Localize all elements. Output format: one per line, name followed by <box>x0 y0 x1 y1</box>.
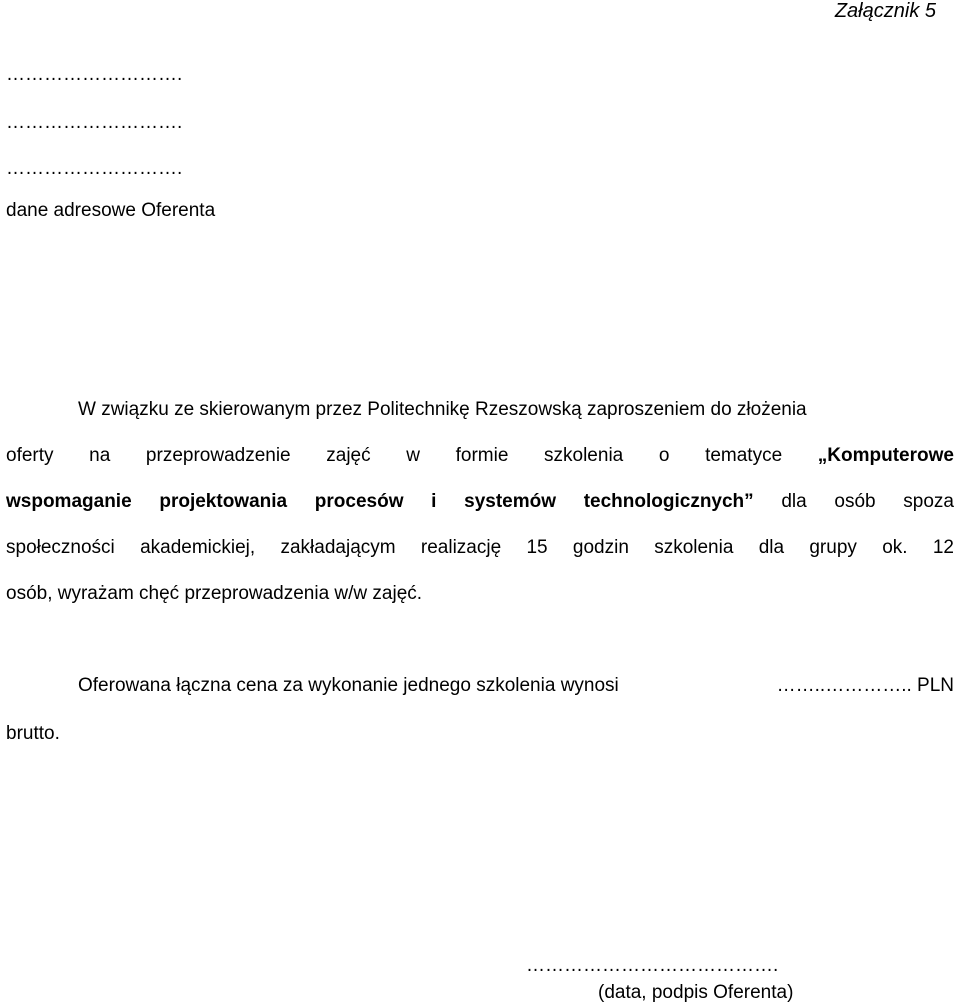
training-topic: technologicznych” <box>583 491 754 512</box>
word: formie <box>455 445 509 466</box>
paragraph-text: W związku ze skierowanym przez Politechnikę Rzeszowską zaproszeniem do złożenia <box>78 399 807 420</box>
price-blank-field: ……..………….. PLN <box>776 675 954 696</box>
paragraph-line-5 <box>6 571 954 617</box>
word: społeczności <box>6 537 115 558</box>
address-line-2: ………………………. <box>6 112 183 133</box>
word: w <box>406 445 420 466</box>
signature-line: …………………………………. <box>526 955 779 976</box>
word: oferty <box>6 445 54 466</box>
word: zakładającym <box>280 537 396 558</box>
price-text: Oferowana łączna cena za wykonanie jednego szkolenia wynosi <box>78 675 619 696</box>
word: zajęć <box>326 445 371 466</box>
training-topic: procesów <box>314 491 404 512</box>
word: grupy <box>809 537 857 558</box>
word: dla <box>781 491 807 512</box>
training-topic: wspomaganie <box>6 491 132 512</box>
word: spoza <box>903 491 954 512</box>
word: dla <box>758 537 785 558</box>
word: 12 <box>932 537 954 558</box>
word: na <box>89 445 111 466</box>
word: akademickiej, <box>140 537 256 558</box>
training-topic: i <box>431 491 437 512</box>
word: szkolenia <box>544 445 624 466</box>
address-line-1: ………………………. <box>6 64 183 85</box>
training-topic: systemów <box>464 491 557 512</box>
word: 15 <box>526 537 548 558</box>
paragraph-line-3 <box>6 479 954 525</box>
word: realizację <box>420 537 502 558</box>
price-statement <box>78 675 954 697</box>
word: szkolenia <box>654 537 734 558</box>
brutto-label: brutto. <box>6 723 60 744</box>
attachment-number: Załącznik 5 <box>834 0 936 22</box>
word: godzin <box>572 537 629 558</box>
training-topic: projektowania <box>159 491 288 512</box>
word: przeprowadzenie <box>145 445 291 466</box>
paragraph-line-2 <box>6 433 954 479</box>
word: tematyce <box>705 445 783 466</box>
paragraph-text: osób, wyrażam chęć przeprowadzenia w/w zajęć. <box>6 583 423 604</box>
word: osób <box>834 491 876 512</box>
signature-label: (data, podpis Oferenta) <box>598 982 794 1003</box>
address-line-3: ………………………. <box>6 158 183 179</box>
paragraph-line-4 <box>6 525 954 571</box>
paragraph-line-1 <box>6 387 954 433</box>
offer-paragraph <box>6 387 954 617</box>
address-label: dane adresowe Oferenta <box>6 200 216 221</box>
word: ok. <box>882 537 908 558</box>
training-topic: „Komputerowe <box>817 445 954 466</box>
word: o <box>658 445 670 466</box>
